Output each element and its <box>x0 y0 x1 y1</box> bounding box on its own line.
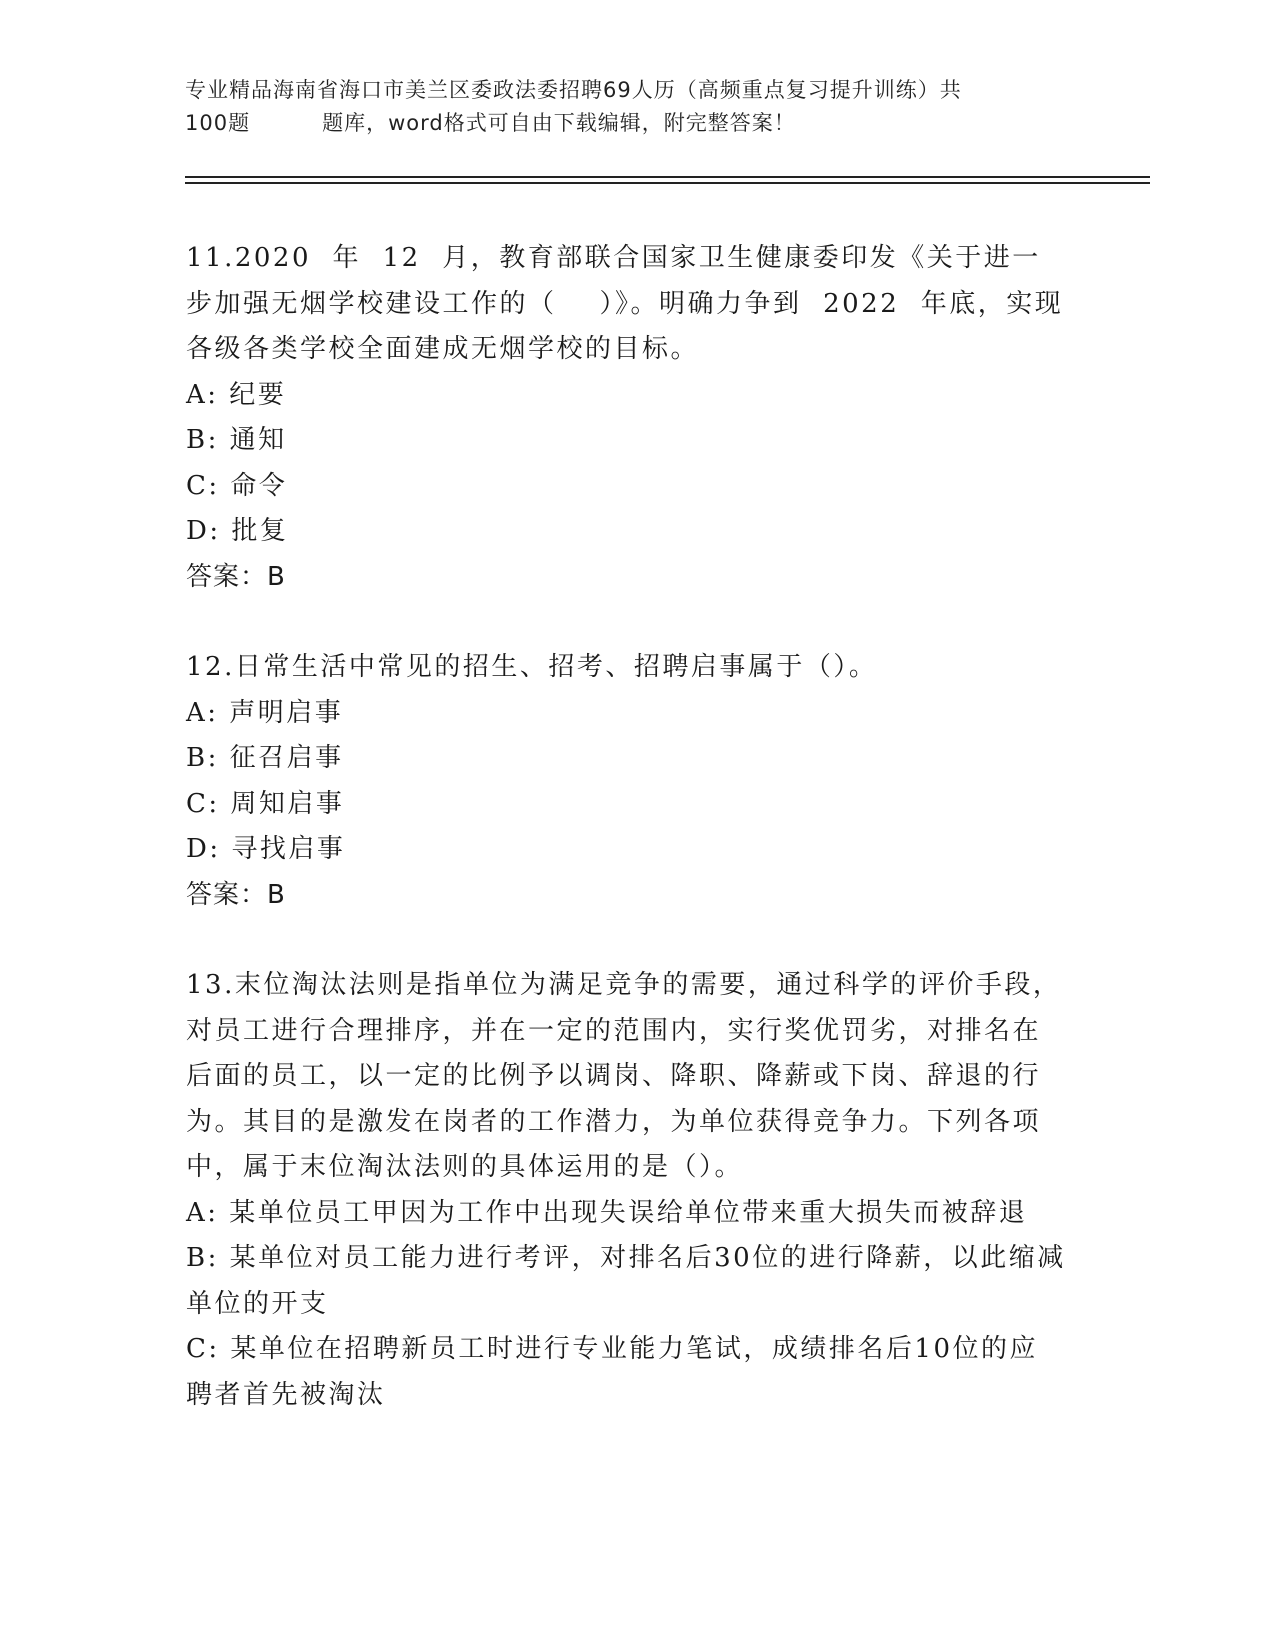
option-a: A: 某单位员工甲因为工作中出现失误给单位带来重大损失而被辞退 <box>186 1197 1028 1228</box>
option-c: C: 命令 <box>186 470 288 501</box>
question-12 <box>186 645 1066 918</box>
header-title-line-1: 专业精品海南省海口市美兰区委政法委招聘69人历（高频重点复习提升训练）共 <box>185 78 962 102</box>
option-b: B: 某单位对员工能力进行考评，对排名后30位的进行降薪，以此缩减单位的开支 <box>186 1243 1066 1319</box>
question-13 <box>186 963 1066 1418</box>
document-header <box>185 74 1085 140</box>
question-stem: 12.日常生活中常见的招生、招考、招聘启事属于（）。 <box>186 652 878 682</box>
header-title-line-2 <box>185 107 1085 140</box>
header-divider-bottom <box>185 182 1150 184</box>
header-divider-top <box>185 176 1150 178</box>
option-c: C: 周知启事 <box>186 788 345 819</box>
question-11 <box>186 236 1066 600</box>
answer-line: 答案：B <box>186 561 286 592</box>
option-c: C: 某单位在招聘新员工时进行专业能力笔试，成绩排名后10位的应聘者首先被淘汰 <box>186 1334 1039 1410</box>
header-description: 题库，word格式可自由下载编辑，附完整答案！ <box>322 111 796 135</box>
option-a: A: 声明启事 <box>186 697 344 728</box>
option-d: D: 寻找启事 <box>186 834 346 864</box>
question-stem: 11.2020 年 12 月，教育部联合国家卫生健康委印发《关于进一步加强无烟学校建设工作的（ ）》。明确力争到 2022 年底，实现各级各类学校全面建成无烟学校的目标。 <box>186 243 1064 364</box>
option-a: A: 纪要 <box>186 379 287 410</box>
question-stem: 13.末位淘汰法则是指单位为满足竞争的需要，通过科学的评价手段，对员工进行合理排序，并在一定的范围内，实行奖优罚劣，对排名在后面的员工，以一定的比例予以调岗、降职、降薪或下岗、辞退的行为。其目的是激发在岗者的工作潜力，为单位获得竞争力。下列各项中，属于末位淘汰法则的具体运用的是（）。 <box>186 970 1062 1182</box>
question-list <box>186 236 1066 1418</box>
header-question-count: 100题 <box>185 111 251 135</box>
option-b: B: 征召启事 <box>186 743 344 773</box>
option-d: D: 批复 <box>186 516 289 546</box>
answer-line: 答案：B <box>186 879 286 910</box>
option-b: B: 通知 <box>186 425 287 455</box>
